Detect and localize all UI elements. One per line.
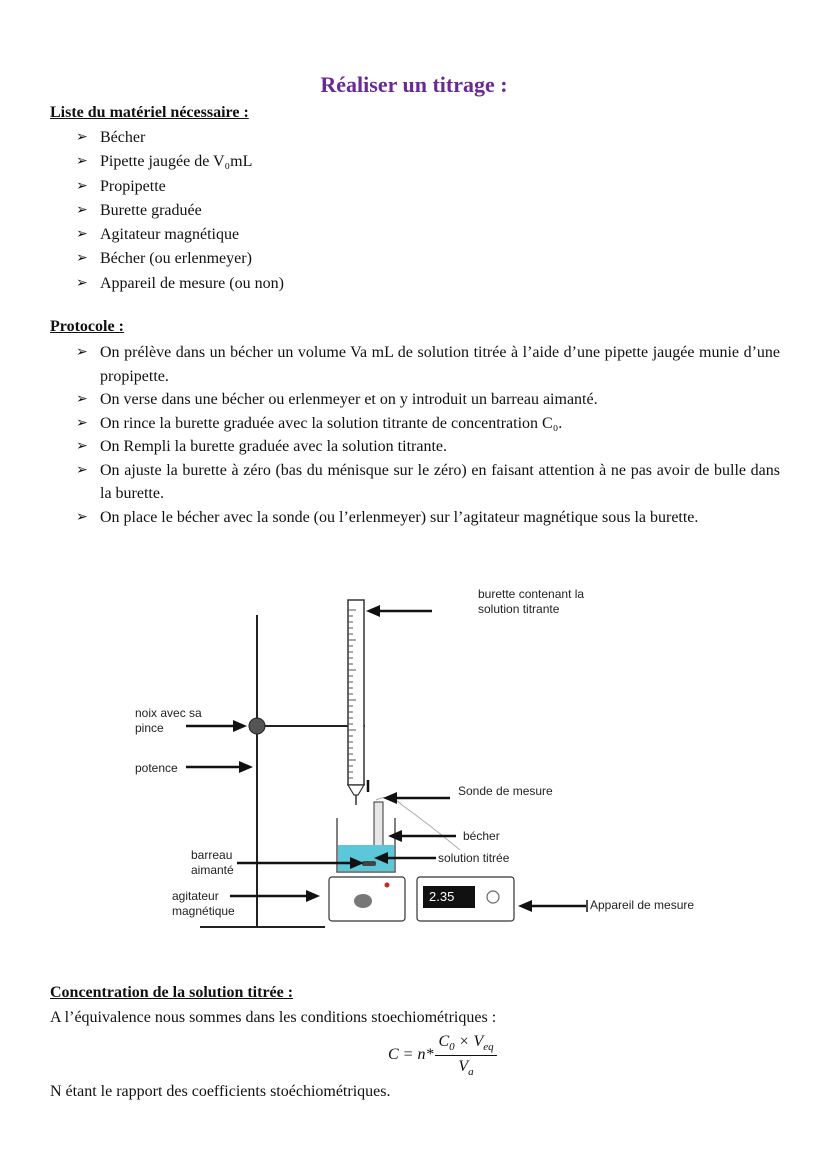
materials-heading: Liste du matériel nécessaire : bbox=[50, 104, 249, 121]
magnetic-bar bbox=[362, 861, 376, 866]
material-item-text: Pipette jaugée de V₀mL bbox=[100, 153, 253, 171]
concentration-heading: Concentration de la solution titrée : bbox=[50, 984, 294, 1001]
protocol-step bbox=[76, 341, 780, 388]
material-item bbox=[76, 199, 284, 223]
agitateur-label-line1: agitateur bbox=[172, 889, 219, 903]
arrow-bullet-icon: ➢ bbox=[76, 251, 88, 267]
becher-label: bécher bbox=[463, 829, 500, 843]
titration-diagram bbox=[0, 580, 828, 940]
formula-c-sub: 0 bbox=[449, 1040, 455, 1053]
arrow-bullet-icon: ➢ bbox=[76, 509, 88, 525]
concentration-formula bbox=[388, 1030, 497, 1080]
stirrer-indicator bbox=[385, 883, 390, 888]
formula-lhs: C = n* bbox=[388, 1046, 434, 1063]
arrow-bullet-icon: ➢ bbox=[76, 130, 88, 145]
materials-list bbox=[76, 126, 284, 296]
protocol-step-text: On verse dans une bécher ou erlenmeyer et on y introduit un barreau aimanté. bbox=[100, 391, 598, 408]
formula-times-v: × V bbox=[454, 1032, 484, 1050]
protocol-step bbox=[76, 388, 780, 412]
protocol-step-text: On Rempli la burette graduée avec la solution titrante. bbox=[100, 438, 447, 455]
material-item-text: Appareil de mesure (ou non) bbox=[100, 274, 284, 292]
arrow-bullet-icon: ➢ bbox=[76, 415, 88, 431]
formula-veq-sub: eq bbox=[483, 1040, 494, 1053]
stoichiometry-note: N étant le rapport des coefficients stoéchiométriques. bbox=[50, 1083, 391, 1100]
arrow-bullet-icon: ➢ bbox=[76, 462, 88, 478]
agitateur-label-line2: magnétique bbox=[172, 904, 235, 918]
material-item-text: Bécher (ou erlenmeyer) bbox=[100, 250, 252, 268]
protocol-step-text: On rince la burette graduée avec la solution titrante de concentration C₀. bbox=[100, 414, 563, 432]
page-title: Réaliser un titrage : bbox=[320, 72, 508, 97]
protocol-step-text: On ajuste la burette à zéro (bas du ménisque sur le zéro) en faisant attention à ne pas avoir de bulle dans la burette. bbox=[100, 461, 780, 502]
protocol-step-text: On place le bécher avec la sonde (ou l’erlenmeyer) sur l’agitateur magnétique sous la burette. bbox=[100, 508, 699, 526]
noix-label-line1: noix avec sa bbox=[135, 706, 202, 720]
arrow-bullet-icon: ➢ bbox=[76, 275, 88, 291]
device-button bbox=[487, 891, 499, 903]
formula-numerator bbox=[435, 1033, 496, 1056]
material-item bbox=[76, 272, 284, 296]
protocol-step bbox=[76, 506, 780, 530]
appareil-label: Appareil de mesure bbox=[590, 898, 695, 912]
clamp-noix bbox=[249, 718, 265, 734]
protocol-step bbox=[76, 412, 780, 436]
material-item bbox=[76, 247, 284, 271]
formula-va-sub: a bbox=[468, 1065, 474, 1078]
protocol-list bbox=[76, 341, 780, 529]
sonde-label: Sonde de mesure bbox=[458, 784, 553, 798]
barreau-label-line2: aimanté bbox=[191, 863, 234, 877]
potence-label: potence bbox=[135, 761, 178, 775]
burette-label-line2: solution titrante bbox=[478, 602, 560, 616]
barreau-label-line1: barreau bbox=[191, 848, 233, 862]
protocol-step-text: On prélève dans un bécher un volume Va mL de solution titrée à l’aide d’une pipette jaugée munie d’une propipette. bbox=[100, 344, 780, 385]
burette-label-line1: burette contenant la bbox=[478, 587, 585, 601]
stirrer-knob bbox=[354, 894, 372, 908]
burette-tap bbox=[348, 785, 364, 795]
formula-v: V bbox=[458, 1057, 469, 1075]
probe-cable bbox=[376, 797, 460, 850]
formula-fraction bbox=[435, 1033, 496, 1078]
material-item-text: Propipette bbox=[100, 177, 166, 195]
formula-denominator bbox=[455, 1056, 476, 1078]
material-item bbox=[76, 150, 284, 174]
protocol-step bbox=[76, 459, 780, 506]
protocol-heading: Protocole : bbox=[50, 318, 124, 335]
arrow-bullet-icon: ➢ bbox=[76, 202, 88, 218]
material-item-text: Burette graduée bbox=[100, 201, 202, 219]
arrow-bullet-icon: ➢ bbox=[76, 439, 88, 454]
protocol-step bbox=[76, 435, 780, 459]
solution-label: solution titrée bbox=[438, 851, 510, 865]
arrow-bullet-icon: ➢ bbox=[76, 154, 88, 170]
material-item bbox=[76, 126, 284, 150]
arrow-bullet-icon: ➢ bbox=[76, 345, 88, 360]
display-value: 2.35 bbox=[429, 889, 455, 904]
material-item-text: Agitateur magnétique bbox=[100, 226, 240, 244]
formula-c: C bbox=[438, 1032, 450, 1050]
arrow-bullet-icon: ➢ bbox=[76, 392, 88, 407]
material-item-text: Bécher bbox=[100, 129, 146, 146]
equivalence-intro: A l’équivalence nous sommes dans les conditions stoechiométriques : bbox=[50, 1009, 497, 1026]
material-item bbox=[76, 175, 284, 199]
arrow-bullet-icon: ➢ bbox=[76, 227, 88, 243]
arrow-bullet-icon: ➢ bbox=[76, 178, 88, 194]
noix-label-line2: pince bbox=[135, 721, 164, 735]
material-item bbox=[76, 223, 284, 247]
